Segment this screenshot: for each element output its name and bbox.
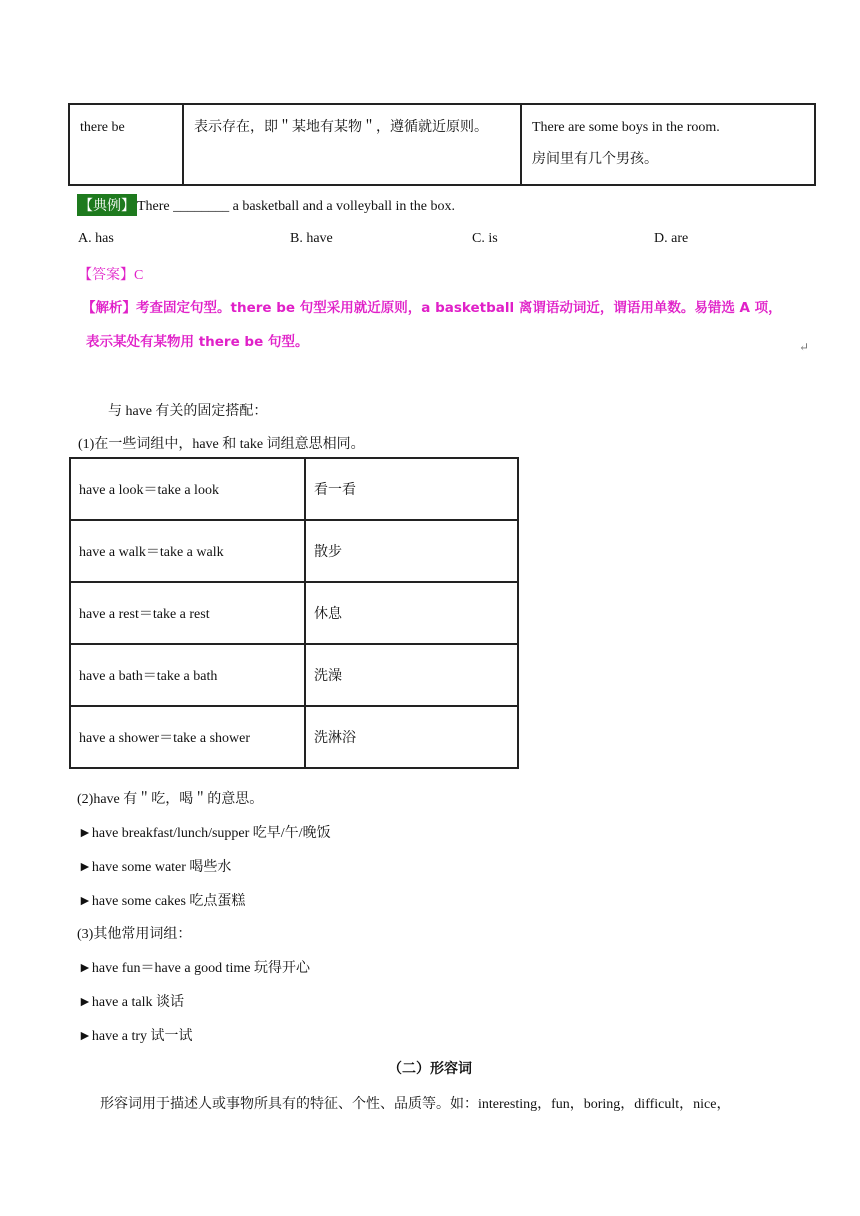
have-take-table — [69, 457, 519, 769]
table-cell-term: there be — [69, 104, 183, 185]
example-question-text: There ________ a basketball and a volleyball in the box. — [137, 199, 456, 214]
phrase-en: have a shower＝take a shower — [70, 706, 305, 768]
list-item: ►have breakfast/lunch/supper 吃早/午/晚饭 — [78, 826, 331, 841]
phrase-zh: 休息 — [305, 582, 518, 644]
table-cell-example — [521, 104, 815, 185]
have-point-3: (3)其他常用词组： — [77, 927, 192, 942]
phrase-en: have a walk＝take a walk — [70, 520, 305, 582]
example-question — [77, 194, 455, 216]
phrase-zh: 看一看 — [305, 458, 518, 520]
list-item: ►have some cakes 吃点蛋糕 — [78, 894, 246, 909]
return-mark: ↵ — [799, 340, 810, 354]
table-row — [70, 706, 518, 768]
there-be-table — [68, 103, 816, 186]
section-heading-adjective: （二）形容词 — [388, 1062, 472, 1077]
phrase-en: have a rest＝take a rest — [70, 582, 305, 644]
list-item: ►have a try 试一试 — [78, 1029, 193, 1044]
have-point-2: (2)have 有＂吃，喝＂的意思。 — [77, 792, 264, 807]
phrase-zh: 洗澡 — [305, 644, 518, 706]
table-row — [70, 582, 518, 644]
option-b: B. have — [290, 231, 333, 246]
phrase-zh: 洗淋浴 — [305, 706, 518, 768]
option-c: C. is — [472, 231, 498, 246]
adjective-paragraph: 形容词用于描述人或事物所具有的特征、个性、品质等。如：interesting，fun，boring，difficult，nice， — [100, 1097, 731, 1112]
analysis-line-2: 表示某处有某物用 there be 句型。 — [86, 334, 309, 350]
example-sentence-en: There are some boys in the room. — [532, 120, 720, 135]
answer-label: 【答案】C — [78, 268, 144, 283]
list-item: ►have fun＝have a good time 玩得开心 — [78, 961, 310, 976]
phrase-en: have a look＝take a look — [70, 458, 305, 520]
table-row — [70, 458, 518, 520]
list-item: ►have some water 喝些水 — [78, 860, 232, 875]
table-row — [70, 644, 518, 706]
phrase-zh: 散步 — [305, 520, 518, 582]
phrase-en: have a bath＝take a bath — [70, 644, 305, 706]
option-d: D. are — [654, 231, 689, 246]
table-row — [70, 520, 518, 582]
table-row — [69, 104, 815, 185]
have-point-1: (1)在一些词组中，have 和 take 词组意思相同。 — [78, 437, 365, 452]
have-intro: 与 have 有关的固定搭配： — [108, 404, 268, 419]
option-a: A. has — [78, 231, 114, 246]
list-item: ►have a talk 谈话 — [78, 995, 184, 1010]
analysis-line-1: 【解析】考查固定句型。there be 句型采用就近原则，a basketball 离谓语动词近，谓语用单数。易错选 A 项， — [82, 300, 782, 316]
table-cell-meaning: 表示存在，即＂某地有某物＂，遵循就近原则。 — [183, 104, 521, 185]
example-tag: 【典例】 — [77, 194, 137, 216]
example-sentence-zh: 房间里有几个男孩。 — [532, 152, 658, 167]
